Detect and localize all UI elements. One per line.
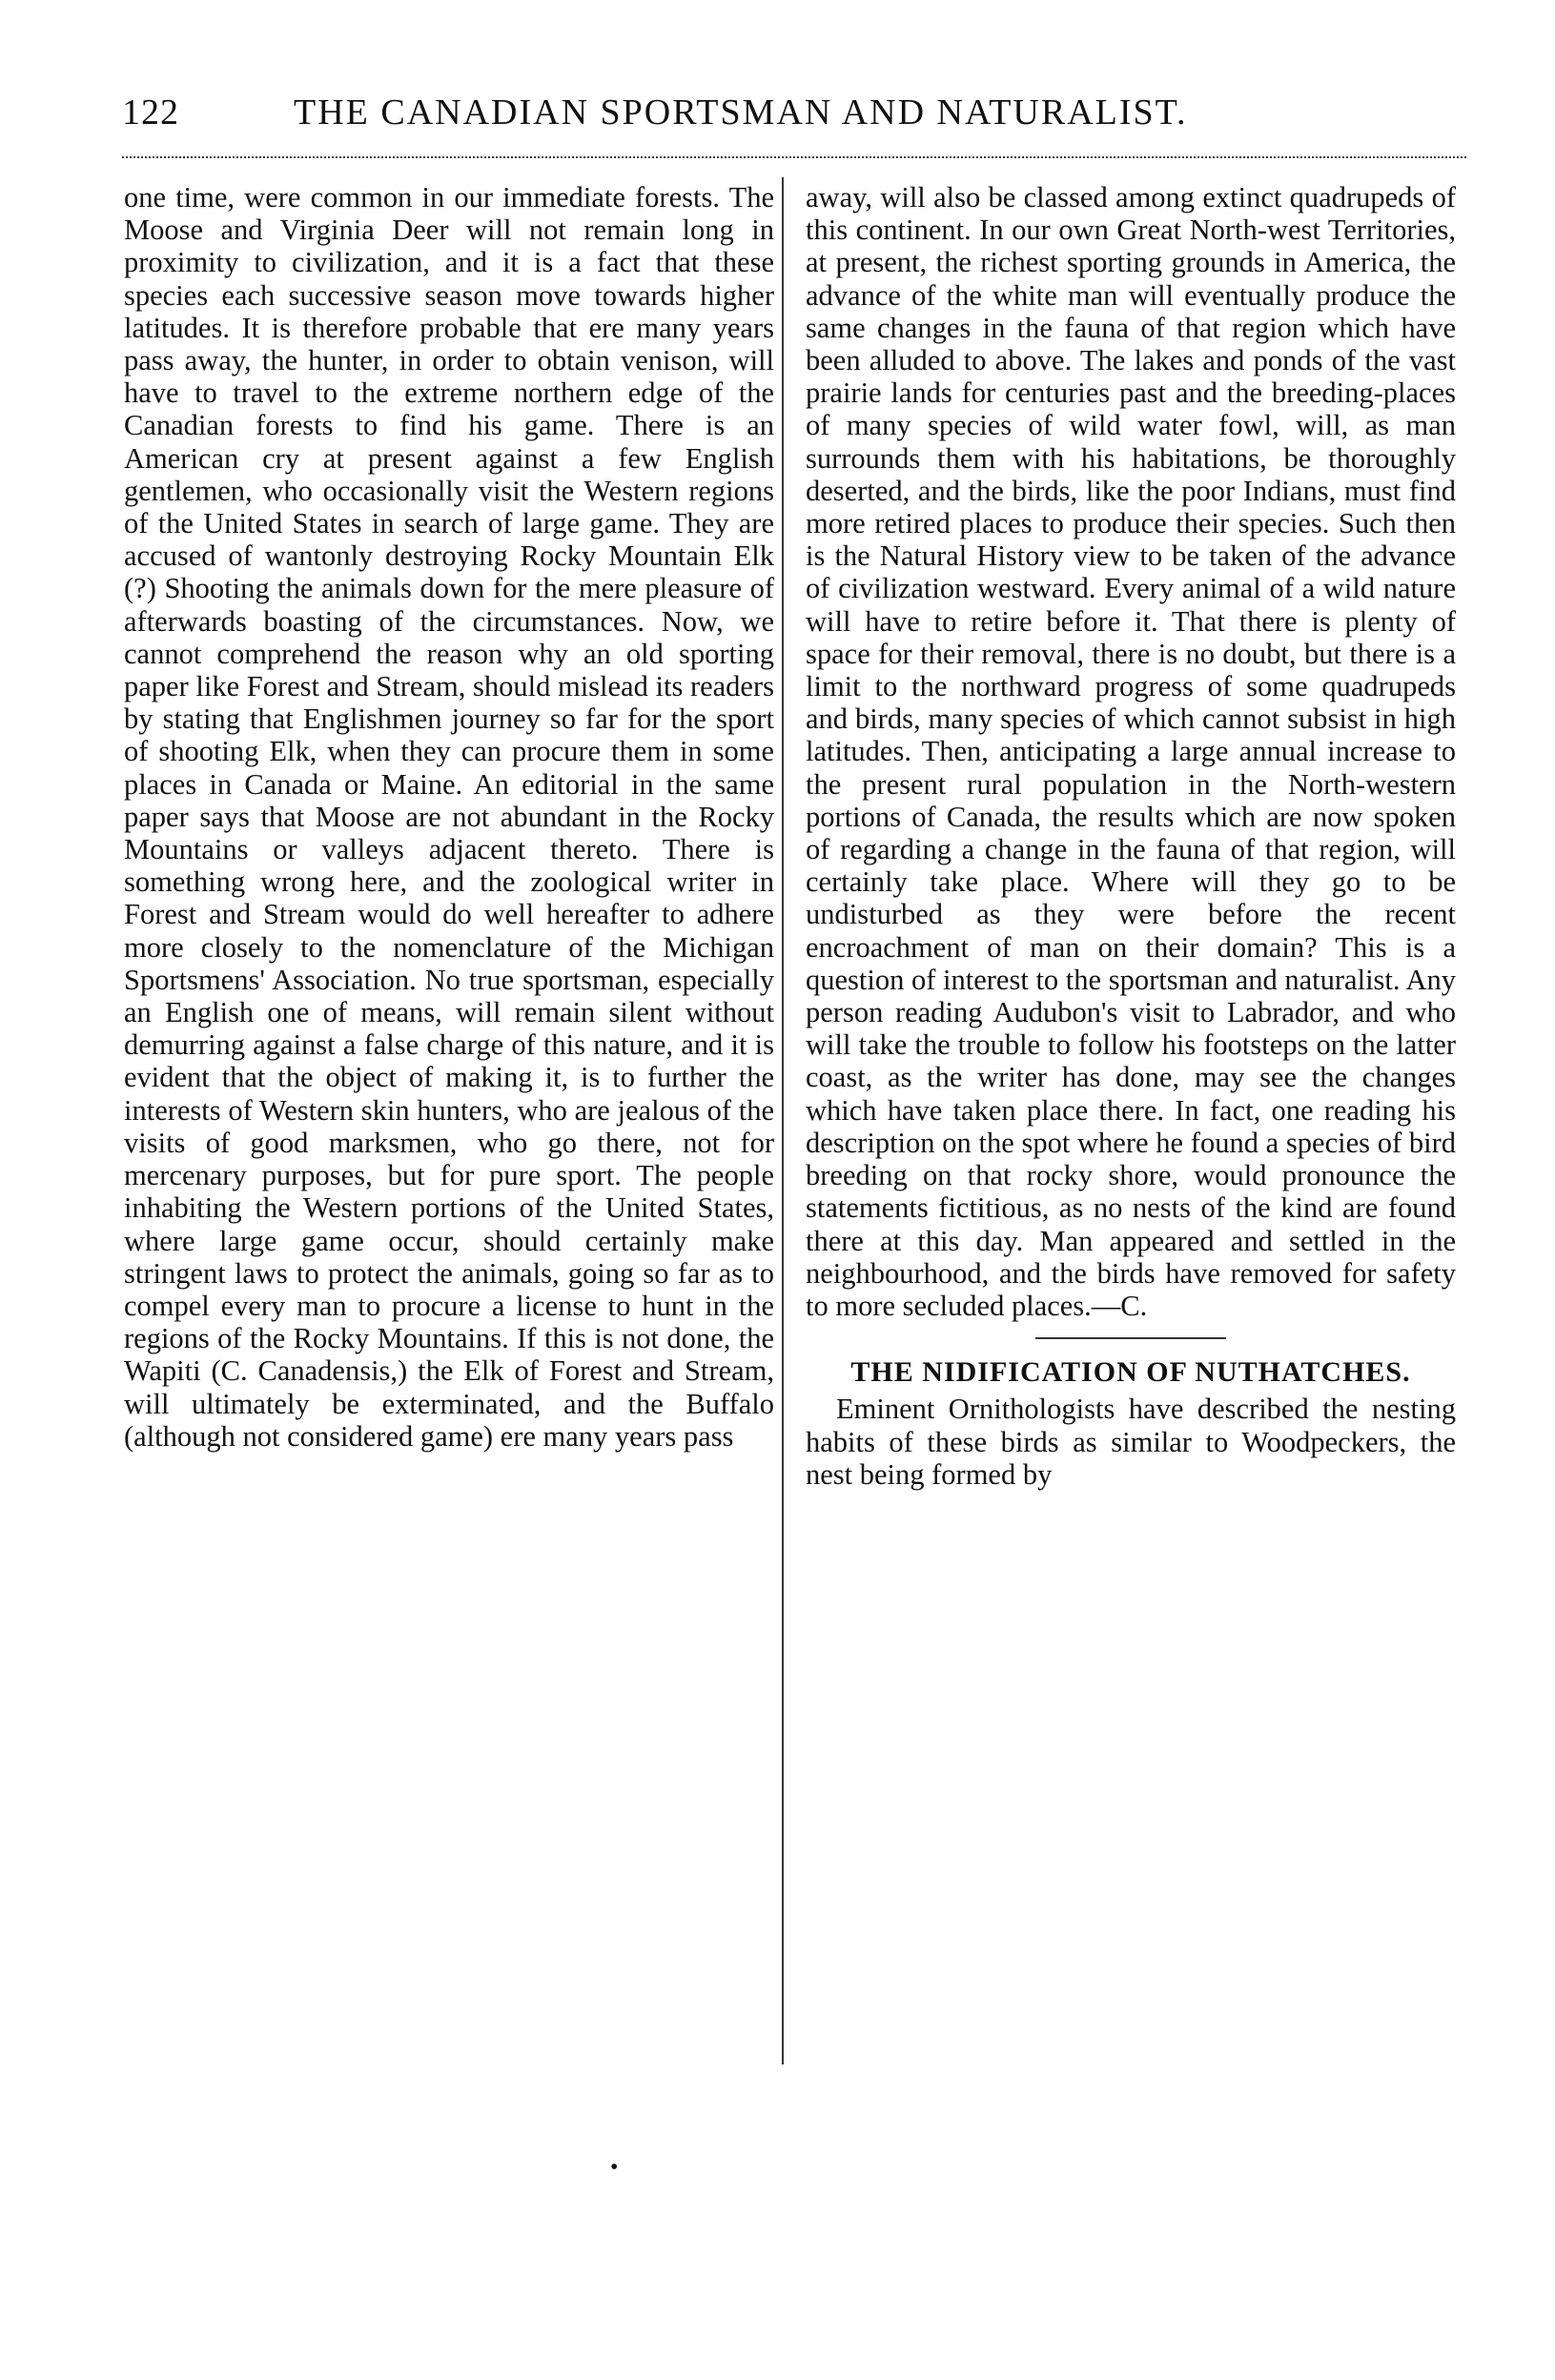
right-column — [806, 181, 1456, 1491]
header-rule — [122, 156, 1466, 158]
page-header — [122, 74, 1466, 141]
page-number: 122 — [122, 92, 179, 132]
left-column-paragraph: one time, were common in our immediate forests. The Moose and Virginia Deer will not remain long in proximity to civilization, and it is a fact that these species each successive season move towards higher latitudes. It is therefore probable that ere many years pass away, the hunter, in order to obtain venison, will have to travel to the extreme northern edge of the Canadian forests to find his game. There is an American cry at present against a few English gentlemen, who occasionally visit the Western regions of the United States in search of large game. They are accused of wantonly destroying Rocky Mountain Elk (?) Shooting the animals down for the mere pleasure of afterwards boasting of the circumstances. Now, we cannot comprehend the reason why an old sporting paper like Forest and Stream, should mislead its readers by stating that Englishmen journey so far for the sport of shooting Elk, when they can procure them in some places in Canada or Maine. An editorial in the same paper says that Moose are not abundant in the Rocky Mountains or valleys adjacent thereto. There is something wrong here, and the zoological writer in Forest and Stream would do well hereafter to adhere more closely to the nomenclature of the Michigan Sportsmens' Association. No true sportsman, especially an English one of means, will remain silent without demurring against a false charge of this nature, and it is evident that the object of making it, is to further the interests of Western skin hunters, who are jealous of the visits of good marksmen, who go there, not for mercenary purposes, but for pure sport. The people inhabiting the Western portions of the United States, where large game occur, should certainly make stringent laws to protect the animals, going so far as to compel every man to procure a license to hunt in the regions of the Rocky Mountains. If this is not done, the Wapiti (C. Canadensis,) the Elk of Forest and Stream, will ultimately be exterminated, and the Buffalo (although not considered game) ere many years pass — [124, 181, 774, 1453]
column-divider — [782, 177, 784, 2065]
section-paragraph: Eminent Ornithologists have described the nesting habits of these birds as similar to Woodpeckers, the nest being formed by — [806, 1393, 1456, 1491]
page-mark: • — [610, 2155, 619, 2180]
section-heading: THE NIDIFICATION OF NUTHATCHES. — [850, 1356, 1411, 1389]
left-column — [124, 181, 774, 1453]
section-rule — [1035, 1337, 1226, 1339]
right-column-paragraph: away, will also be classed among extinct quadrupeds of this continent. In our own Great North-west Territories, at present, the richest sporting grounds in America, the advance of the white man will eventually produce the same changes in the fauna of that region which have been alluded to above. The lakes and ponds of the vast prairie lands for centuries past and the breeding-places of many species of wild water fowl, will, as man surrounds them with his habitations, be thoroughly deserted, and the birds, like the poor Indians, must find more retired places to produce their species. Such then is the Natural History view to be taken of the advance of civilization westward. Every animal of a wild nature will have to retire before it. That there is plenty of space for their removal, there is no doubt, but there is a limit to the northward progress of some quadrupeds and birds, many species of which cannot subsist in high latitudes. Then, anticipating a large annual increase to the present rural population in the North-western portions of Canada, the results which are now spoken of regarding a change in the fauna of that region, will certainly take place. Where will they go to be undisturbed as they were before the recent encroachment of man on their domain? This is a question of interest to the sportsman and naturalist. Any person reading Audubon's visit to Labrador, and who will take the trouble to follow his footsteps on the latter coast, as the writer has done, may see the changes which have taken place there. In fact, one reading his description on the spot where he found a species of bird breeding on that rocky shore, would pronounce the statements fictitious, as no nests of the kind are found there at this day. Man appeared and settled in the neighbourhood, and the birds have removed for safety to more secluded places.—C. — [806, 181, 1456, 1322]
running-title: THE CANADIAN SPORTSMAN AND NATURALIST. — [294, 92, 1188, 132]
